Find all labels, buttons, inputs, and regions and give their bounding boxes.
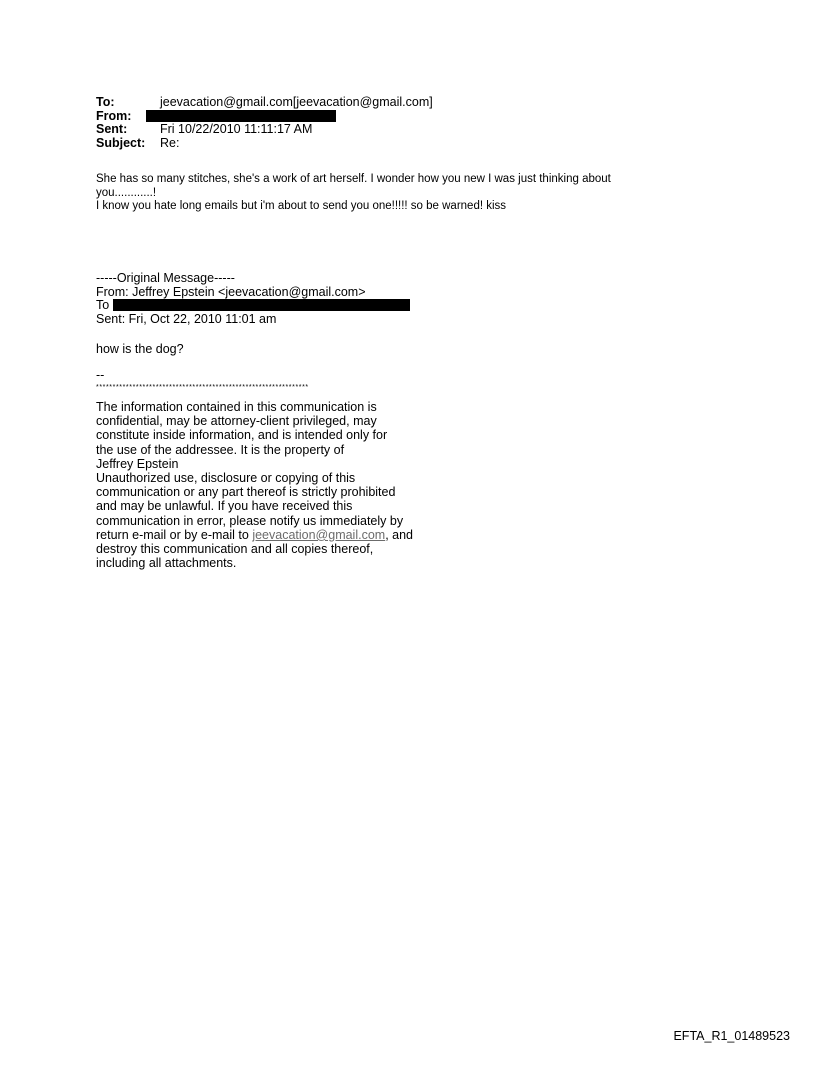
disclaimer-line: confidential, may be attorney-client privileged, may <box>96 414 377 429</box>
disclaimer-line: Unauthorized use, disclosure or copying of this <box>96 471 356 486</box>
body-line: I know you hate long emails but i'm about to send you one!!!!! so be warned! kiss <box>96 200 507 212</box>
sent-label: Sent: <box>96 122 128 136</box>
disclaimer-text: return e-mail or by e-mail to <box>96 527 253 542</box>
original-separator: -----Original Message----- <box>96 271 235 285</box>
from-redaction <box>146 110 336 122</box>
disclaimer-line: communication or any part thereof is strictly prohibited <box>96 485 396 500</box>
disclaimer-line: Jeffrey Epstein <box>96 456 179 471</box>
original-to-label: To <box>96 298 110 312</box>
signature-dashes: -- <box>96 368 105 382</box>
disclaimer-line: The information contained in this communication is <box>96 400 377 414</box>
original-sent: Sent: Fri, Oct 22, 2010 11:01 am <box>96 311 277 326</box>
body-line: She has so many stitches, she's a work of art herself. I wonder how you new I was just thinking about <box>96 173 611 185</box>
confidentiality-disclaimer <box>96 400 456 570</box>
disclaimer-line: the use of the addressee. It is the property of <box>96 442 345 457</box>
subject-value: Re: <box>160 135 180 150</box>
sent-value: Fri 10/22/2010 11:11:17 AM <box>160 122 313 136</box>
message-body <box>96 173 696 214</box>
original-message-header <box>96 272 366 326</box>
email-link[interactable]: jeevacation@gmail.com <box>252 527 386 542</box>
subject-label: Subject: <box>96 135 146 150</box>
disclaimer-line: destroy this communication and all copies thereof, <box>96 542 374 557</box>
to-value: jeevacation@gmail.com[jeevacation@gmail.com] <box>160 95 433 109</box>
original-to-redaction <box>113 299 410 311</box>
disclaimer-line-with-link <box>96 528 456 542</box>
from-label: From: <box>96 108 132 123</box>
original-from: From: Jeffrey Epstein <jeevacation@gmail.com> <box>96 284 366 299</box>
original-message-text: how is the dog? <box>96 342 184 356</box>
disclaimer-line: including all attachments. <box>96 556 237 571</box>
signature-stars: **************************************************************** <box>96 384 309 391</box>
disclaimer-line: and may be unlawful. If you have received this <box>96 499 353 514</box>
disclaimer-line: communication in error, please notify us immediately by <box>96 513 404 528</box>
disclaimer-line: constitute inside information, and is intended only for <box>96 428 388 443</box>
disclaimer-text: , and <box>385 527 414 542</box>
to-label: To: <box>96 95 115 109</box>
body-line: you............! <box>96 186 157 199</box>
document-id: EFTA_R1_01489523 <box>673 1029 790 1043</box>
original-to-row <box>96 299 366 313</box>
